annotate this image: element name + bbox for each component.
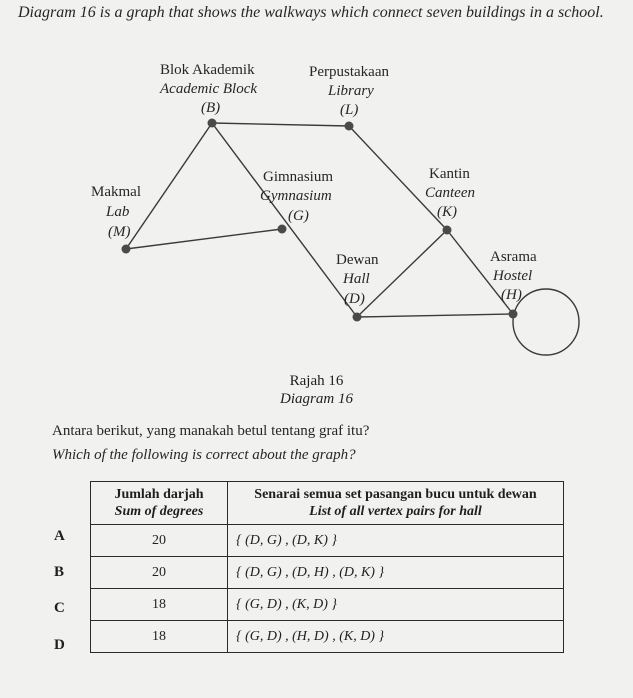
option-row-a[interactable] <box>91 525 564 557</box>
label-G-english: Gymnasium <box>260 188 332 204</box>
intro-text: Diagram 16 is a graph that shows the walkways which connect seven buildings in a school. <box>18 4 604 21</box>
label-B-malay: Blok Akademik <box>160 62 255 78</box>
edge-B-D <box>212 123 357 317</box>
label-K-letter: (K) <box>437 204 457 220</box>
vertex-K <box>443 226 452 235</box>
label-G-letter: (G) <box>288 208 309 224</box>
header-sum-english: Sum of degrees <box>114 504 204 519</box>
option-c-pairs: { (G, D) , (K, D) } <box>228 589 564 621</box>
option-row-c[interactable] <box>91 589 564 621</box>
header-pairs-english: List of all vertex pairs for hall <box>309 504 482 519</box>
header-vertex-pairs <box>228 482 564 525</box>
question-malay: Antara berikut, yang manakah betul tentang graf itu? <box>52 423 370 439</box>
label-M-english: Lab <box>106 204 130 220</box>
label-K-english: Canteen <box>425 185 475 201</box>
edge-D-H <box>357 314 513 317</box>
vertex-D <box>353 313 362 322</box>
caption-english: Diagram 16 <box>280 391 353 407</box>
option-a-pairs: { (D, G) , (D, K) } <box>228 525 564 557</box>
vertex-G <box>278 225 287 234</box>
label-L-english: Library <box>328 83 374 99</box>
header-sum-malay: Jumlah darjah <box>114 487 204 502</box>
option-d-sum: 18 <box>91 621 228 653</box>
option-b-sum: 20 <box>91 557 228 589</box>
option-letter-d[interactable]: D <box>54 637 65 653</box>
label-L-letter: (L) <box>340 102 359 118</box>
label-L-malay: Perpustakaan <box>309 64 389 80</box>
label-D-letter: (D) <box>344 291 365 307</box>
options-table <box>90 481 564 653</box>
label-B-english: Academic Block <box>160 81 258 97</box>
table-header-row <box>91 482 564 525</box>
caption-malay: Rajah 16 <box>289 373 344 389</box>
label-B-letter: (B) <box>201 100 221 116</box>
vertex-M <box>122 245 131 254</box>
option-b-pairs: { (D, G) , (D, H) , (D, K) } <box>228 557 564 589</box>
option-a-sum: 20 <box>91 525 228 557</box>
edge-M-G <box>126 229 282 249</box>
label-D-malay: Dewan <box>336 252 379 268</box>
option-row-d[interactable] <box>91 621 564 653</box>
label-M-letter: (M) <box>108 224 131 240</box>
vertex-H <box>509 310 518 319</box>
header-pairs-malay: Senarai semua set pasangan bucu untuk dewan <box>254 487 537 502</box>
option-letter-b[interactable]: B <box>54 564 65 580</box>
edge-B-L <box>212 123 349 126</box>
header-sum-of-degrees <box>91 482 228 525</box>
label-D-english: Hall <box>343 271 370 287</box>
edge-K-D <box>357 230 447 317</box>
loop-H <box>513 289 579 355</box>
label-H-english: Hostel <box>493 268 533 284</box>
label-H-letter: (H) <box>501 287 522 303</box>
label-M-malay: Makmal <box>91 184 141 200</box>
option-row-b[interactable] <box>91 557 564 589</box>
option-d-pairs: { (G, D) , (H, D) , (K, D) } <box>228 621 564 653</box>
question-english: Which of the following is correct about the graph? <box>52 447 356 463</box>
vertex-B <box>208 119 217 128</box>
vertex-L <box>345 122 354 131</box>
label-H-malay: Asrama <box>490 249 537 265</box>
option-letter-a[interactable]: A <box>54 528 65 544</box>
option-letter-c[interactable]: C <box>54 600 65 616</box>
option-c-sum: 18 <box>91 589 228 621</box>
label-G-malay: Gimnasium <box>263 169 333 185</box>
label-K-malay: Kantin <box>429 166 470 182</box>
